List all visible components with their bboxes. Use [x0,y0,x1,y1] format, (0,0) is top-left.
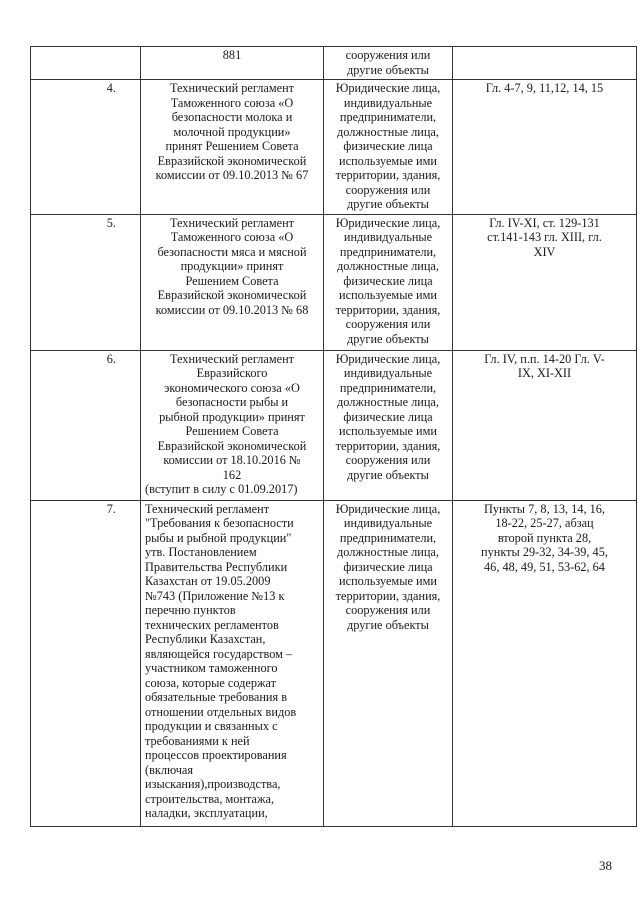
document-cell [141,500,324,826]
sections-cell [453,350,637,500]
table-row [31,214,637,350]
document-cell [141,47,324,80]
sections-cell [453,80,637,215]
document-cell [141,80,324,215]
sections-text: Гл. 4-7, 9, 11,12, 14, 15 [485,81,604,95]
document-cell [141,350,324,500]
table-row [31,500,637,826]
subjects-cell [324,47,453,80]
subjects-cell [324,80,453,215]
table-row [31,80,637,215]
row-number-cell: 4. [31,80,141,215]
sections-text: Гл. IV, п.п. 14-20 Гл. V- IX, XI-XII [484,351,605,380]
document-text: Технический регламент "Требования к безопасности рыбы и рыбной продукции" утв. Постановлением Правительства Республики Казахстан от 19.05.2009 №743 (Приложение №13 к перечню пунктов технических регламентов Республики Казахстан, являющейся государством – участником таможенного союза, которые содержат обязательные требования в отношении отдельных видов продукции и связанных с требованиями к ней процессов проектирования (включая изыскания),производства, строительства, монтажа, наладки, эксплуатации, [145,501,297,820]
document-text: Технический регламент Евразийского экономического союза «О безопасности рыбы и рыбной продукции» принят Решением Совета Евразийской экономической комиссии от 18.10.2016 № 162 [157,351,307,482]
row-number-cell: 6. [31,350,141,500]
document-text: Технический регламент Таможенного союза «О безопасности молока и молочной продукции» принят Решением Совета Евразийской экономической комиссии от 09.10.2013 № 67 [155,81,309,182]
sections-text: Гл. IV-XI, ст. 129-131 ст.141-143 гл. XIII, гл. XIV [487,215,602,259]
effective-date-note: (вступит в силу с 01.09.2017) [145,482,298,496]
subjects-cell [324,214,453,350]
table-row [31,47,637,80]
row-number-cell [31,47,141,80]
document-cell [141,214,324,350]
sections-cell [453,500,637,826]
sections-cell [453,214,637,350]
page-number: 38 [599,858,612,873]
subjects-cell [324,350,453,500]
document-text: 881 [222,48,242,62]
subjects-text: сооружения или другие объекты [345,48,431,77]
regulations-table [30,46,637,827]
subjects-text: Юридические лица, индивидуальные предприниматели, должностные лица, физические лица используемые ими территории, здания, сооружения или другие объекты [335,351,441,482]
subjects-text: Юридические лица, индивидуальные предприниматели, должностные лица, физические лица используемые ими территории, здания, сооружения или другие объекты [335,81,441,211]
row-number-cell: 5. [31,214,141,350]
document-text: Технический регламент Таможенного союза «О безопасности мяса и мясной продукции» принят Решением Совета Евразийской экономической комиссии от 09.10.2013 № 68 [155,215,309,317]
table-row [31,350,637,500]
subjects-text: Юридические лица, индивидуальные предприниматели, должностные лица, физические лица используемые ими территории, здания, сооружения или другие объекты [335,501,441,632]
sections-text: Пункты 7, 8, 13, 14, 16, 18-22, 25-27, абзац второй пункта 28, пункты 29-32, 34-39, 45, 46, 48, 49, 51, 53-62, 64 [481,501,608,574]
sections-cell [453,47,637,80]
subjects-text: Юридические лица, индивидуальные предприниматели, должностные лица, физические лица используемые ими территории, здания, сооружения или другие объекты [335,215,441,346]
row-number-cell: 7. [31,500,141,826]
subjects-cell [324,500,453,826]
